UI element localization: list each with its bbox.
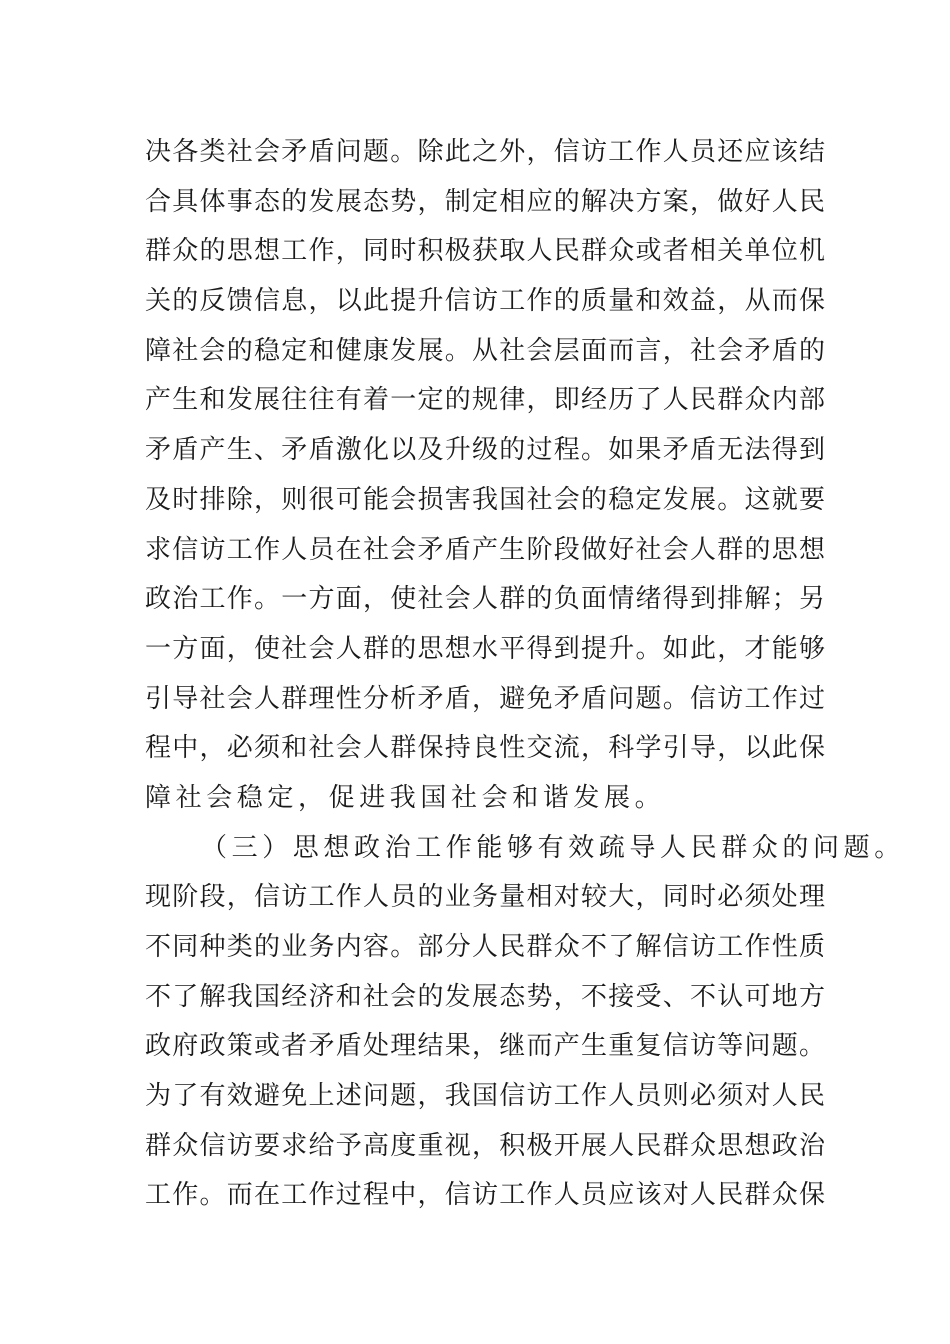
body-text (145, 128, 905, 1221)
text-line-20: 为了有效避免上述问题，我国信访工作人员则必须对人民 (145, 1081, 825, 1112)
text-line-7: 矛盾产生、矛盾激化以及升级的过程。如果矛盾无法得到 (145, 435, 825, 466)
text-line-2: 合具体事态的发展态势，制定相应的解决方案，做好人民 (145, 186, 825, 217)
text-line-14: 障社会稳定，促进我国社会和谐发展。 (145, 782, 666, 813)
text-line-19: 政府政策或者矛盾处理结果，继而产生重复信访等问题。 (145, 1031, 825, 1062)
section-heading: （三）思想政治工作能够有效疏导人民群众的问题。 (201, 832, 905, 863)
text-line-1: 决各类社会矛盾问题。除此之外，信访工作人员还应该结 (145, 137, 825, 167)
text-line-12: 引导社会人群理性分析矛盾，避免矛盾问题。信访工作过 (145, 683, 825, 714)
text-line-11: 一方面，使社会人群的思想水平得到提升。如此，才能够 (145, 633, 825, 664)
text-line-6: 产生和发展往往有着一定的规律，即经历了人民群众内部 (145, 385, 825, 416)
text-line-13: 程中，必须和社会人群保持良性交流，科学引导，以此保 (145, 733, 825, 764)
text-line-4: 关的反馈信息，以此提升信访工作的质量和效益，从而保 (145, 286, 825, 317)
text-line-3: 群众的思想工作，同时积极获取人民群众或者相关单位机 (145, 236, 825, 267)
text-line-22: 工作。而在工作过程中，信访工作人员应该对人民群众保 (145, 1180, 825, 1211)
text-line-21: 群众信访要求给予高度重视，积极开展人民群众思想政治 (145, 1130, 825, 1161)
text-line-18: 不了解我国经济和社会的发展态势，不接受、不认可地方 (145, 981, 825, 1012)
text-line-17: 不同种类的业务内容。部分人民群众不了解信访工作性质 (145, 932, 825, 962)
text-line-10: 政治工作。一方面，使社会人群的负面情绪得到排解；另 (145, 584, 825, 615)
text-line-9: 求信访工作人员在社会矛盾产生阶段做好社会人群的思想 (145, 534, 825, 565)
text-line-8: 及时排除，则很可能会损害我国社会的稳定发展。这就要 (145, 484, 825, 515)
text-line-5: 障社会的稳定和健康发展。从社会层面而言，社会矛盾的 (145, 335, 825, 366)
text-line-16: 现阶段，信访工作人员的业务量相对较大，同时必须处理 (145, 882, 825, 913)
